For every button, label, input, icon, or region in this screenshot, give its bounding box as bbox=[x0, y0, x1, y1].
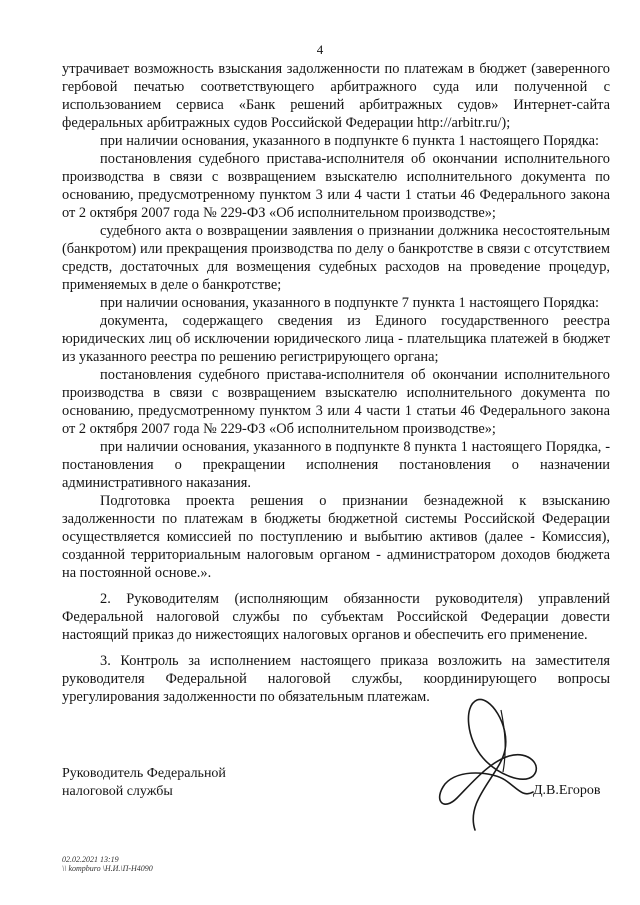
paragraph-3: постановления судебного пристава-исполнителя об окончании исполнительного производства в связи с возвращением взыскателю исполнительного документа по основанию, предусмотренному пунктом 3 или 4 части 1 статьи 46 Федерального закона от 2 октября 2007 года № 229-ФЗ «Об исполнительном производстве»; bbox=[62, 151, 610, 221]
paragraph-5: при наличии основания, указанного в подпункте 7 пункта 1 настоящего Порядка: bbox=[100, 295, 600, 311]
paragraph-4: судебного акта о возвращении заявления о признании должника несостоятельным (банкротом) или прекращения производства по делу о банкротстве в связи с отсутствием средств, достаточных для возмещения судебных расходов на проведение процедур, применяемых в деле о банкротстве; bbox=[62, 223, 610, 293]
footer-file: \\ kompburo \Н.И.\П-Н4090 bbox=[62, 864, 153, 873]
signature-position bbox=[62, 765, 226, 801]
position-line-2: налоговой службы bbox=[62, 784, 173, 799]
handwritten-signature bbox=[405, 680, 555, 840]
paragraph-9: Подготовка проекта решения о признании безнадежной к взысканию задолженности по платежам в бюджеты бюджетной системы Российской Федерации осуществляется комиссией по поступлению и выбытию активов (далее - Комиссия), созданной территориальным налоговым органом - администратором доходов бюджета на постоянной основе.». bbox=[62, 493, 610, 581]
position-line-1: Руководитель Федеральной bbox=[62, 766, 226, 781]
paragraph-1: утрачивает возможность взыскания задолженности по платежам в бюджет (заверенного гербовой печатью соответствующего арбитражного суда или полученной с использованием сервиса «Банк решений арбитражных судов» Интернет-сайта федеральных арбитражных судов Российской Федерации http://arbitr.ru/); bbox=[62, 61, 610, 131]
footer bbox=[62, 855, 153, 873]
paragraph-11: 3. Контроль за исполнением настоящего приказа возложить на заместителя руководителя Федеральной налоговой службы, координирующего вопросы урегулирования задолженности по обязательным платежам. bbox=[62, 653, 610, 705]
signer-name: Д.В.Егоров bbox=[533, 783, 601, 798]
paragraph-8: при наличии основания, указанного в подпункте 8 пункта 1 настоящего Порядка, - постановления о прекращении исполнения постановления о назначении административного наказания. bbox=[62, 439, 610, 491]
paragraph-10: 2. Руководителям (исполняющим обязанности руководителя) управлений Федеральной налоговой службы по субъектам Российской Федерации довести настоящий приказ до нижестоящих налоговых органов и обеспечить его применение. bbox=[62, 591, 610, 643]
paragraph-7: постановления судебного пристава-исполнителя об окончании исполнительного производства в связи с возвращением взыскателю исполнительного документа по основанию, предусмотренному пунктом 3 или 4 части 1 статьи 46 Федерального закона от 2 октября 2007 года № 229-ФЗ «Об исполнительном производстве»; bbox=[62, 367, 610, 437]
document-body bbox=[62, 60, 610, 706]
paragraph-2: при наличии основания, указанного в подпункте 6 пункта 1 настоящего Порядка: bbox=[100, 133, 600, 149]
page-number: 4 bbox=[316, 42, 324, 57]
footer-date: 02.02.2021 13:19 bbox=[62, 855, 119, 864]
paragraph-6: документа, содержащего сведения из Единого государственного реестра юридических лиц об исключении юридического лица - плательщика платежей в бюджет из указанного реестра по решению регистрирующего органа; bbox=[62, 313, 610, 365]
